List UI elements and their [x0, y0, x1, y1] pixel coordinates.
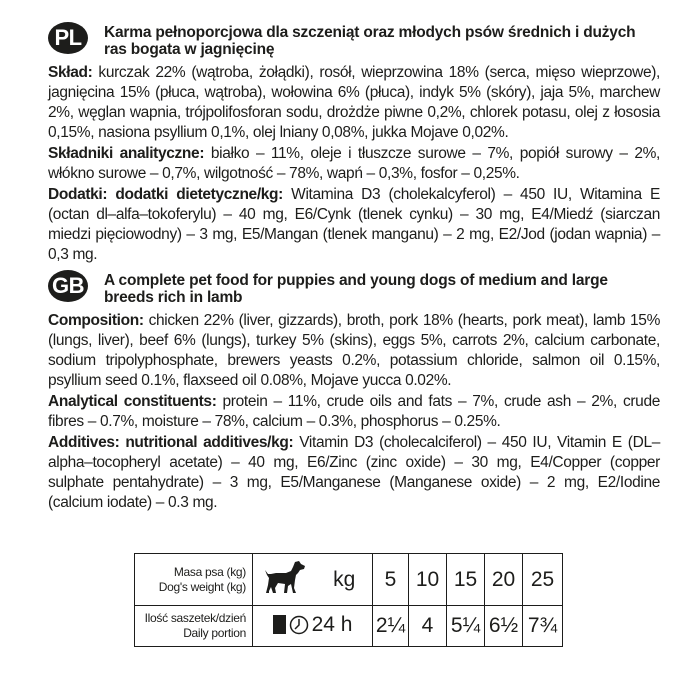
analytical-pl	[48, 144, 660, 184]
feeding-table	[134, 553, 563, 647]
additives-pl	[48, 185, 660, 265]
analytical-label-gb: Analytical constituents:	[48, 393, 217, 410]
composition-text-pl: kurczak 22% (wątroba, żołądki), rosół, wieprzowina 18% (serca, mięso wieprzowe), jagnięcina 15% (płuca, wątroba), wołowina 6% (płuca), indyk 5% (skóry), jaja 5%, marchew 2%, węglan wapnia, trójpolifosforan sodu, drożdże piwne 0,2%, chlorek potasu, olej z łososia 0,15%, nasiona psyllium 0,1%, olej lniany 0,08%, jukka Mojave 0,02%.	[48, 64, 660, 141]
additives-gb	[48, 433, 660, 513]
weight-value: 5	[373, 554, 409, 606]
composition-label-gb: Composition:	[48, 312, 144, 329]
portion-value: 4	[409, 606, 447, 647]
additives-text-pl: Witamina D3 (cholekalcyferol) – 450 IU, Witamina E (octan dl–alfa–tokoferylu) – 40 mg, E6/Cynk (tlenek cynku) – 30 mg, E4/Miedź (siarczan miedzi pięciowodny) – 3 mg, E5/Mangan (tlenek manganu) – 2 mg, E2/Jod (jodan wapnia) – 0,3 mg.	[48, 186, 660, 263]
portion-row-label	[135, 606, 253, 647]
portion-icon-cell	[253, 606, 373, 647]
section-gb	[48, 270, 660, 513]
weight-value: 15	[447, 554, 485, 606]
dog-icon-cell	[253, 554, 317, 606]
composition-text-gb: chicken 22% (liver, gizzards), broth, pork 18% (hearts, pork meat), lamb 15% (lungs, liver), beef 6% (lungs), turkey 5% (skins), eggs 5%, carrots 2%, calcium carbonate, sodium tripolyphosphate, brewers yeasts 0.2%, potassium chloride, salmon oil 0.15%, psyllium seed 0.1%, flaxseed oil 0.08%, Mojave yucca 0.02%.	[48, 312, 660, 389]
lang-badge-gb: GB	[48, 270, 88, 302]
weight-value: 10	[409, 554, 447, 606]
portion-unit: 24 h	[311, 612, 353, 636]
weight-value: 20	[485, 554, 523, 606]
clock-icon	[289, 615, 309, 635]
product-title-gb: A complete pet food for puppies and young dogs of medium and large breeds rich in lamb	[104, 272, 608, 306]
additives-label-gb: Additives: nutritional additives/kg:	[48, 434, 294, 451]
analytical-label-pl: Składniki analityczne:	[48, 145, 205, 162]
lang-badge-pl: PL	[48, 22, 88, 54]
portion-value: 2¼	[373, 606, 409, 647]
dog-icon	[264, 560, 306, 599]
sachet-icon	[273, 615, 286, 634]
portion-value: 5¼	[447, 606, 485, 647]
analytical-text-pl: białko – 11%, oleje i tłuszcze surowe – 7%, popiół surowy – 2%, włókno surowe – 0,7%, wilgotność – 78%, wapń – 0,3%, fosfor – 0,25%.	[48, 145, 660, 182]
weight-value: 25	[523, 554, 563, 606]
portion-label-en: Daily portion	[183, 626, 246, 641]
portion-row	[135, 606, 563, 647]
analytical-gb	[48, 392, 660, 432]
analytical-text-gb: protein – 11%, crude oils and fats – 7%, crude ash – 2%, crude fibres – 0.7%, moisture – 78%, calcium – 0.3%, phosphorus – 0.25%.	[48, 393, 660, 430]
portion-value: 6½	[485, 606, 523, 647]
portion-value: 7¾	[523, 606, 563, 647]
section-pl	[48, 22, 660, 265]
weight-row	[135, 554, 563, 606]
product-title-pl: Karma pełnoporcjowa dla szczeniąt oraz młodych psów średnich i dużych ras bogata w jagnięcinę	[104, 24, 636, 58]
weight-label-en: Dog's weight (kg)	[158, 579, 246, 594]
weight-label-pl: Masa psa (kg)	[173, 564, 246, 579]
weight-unit: kg	[317, 554, 373, 606]
additives-text-gb: Vitamin D3 (cholecalciferol) – 450 IU, Vitamin E (DL–alpha–tocopheryl acetate) – 40 mg, E6/Zinc (zinc oxide) – 30 mg, E4/Copper (copper sulphate pentahydrate) – 3 mg, E5/Manganese (Manganese oxide) – 2 mg, E2/Iodine (calcium iodate) – 0.3 mg.	[48, 434, 660, 511]
composition-gb	[48, 311, 660, 391]
additives-label-pl: Dodatki: dodatki dietetyczne/kg:	[48, 186, 283, 203]
composition-pl	[48, 63, 660, 143]
portion-label-pl: Ilość saszetek/dzień	[144, 611, 246, 626]
weight-row-label	[135, 554, 253, 606]
composition-label-pl: Skład:	[48, 64, 93, 81]
